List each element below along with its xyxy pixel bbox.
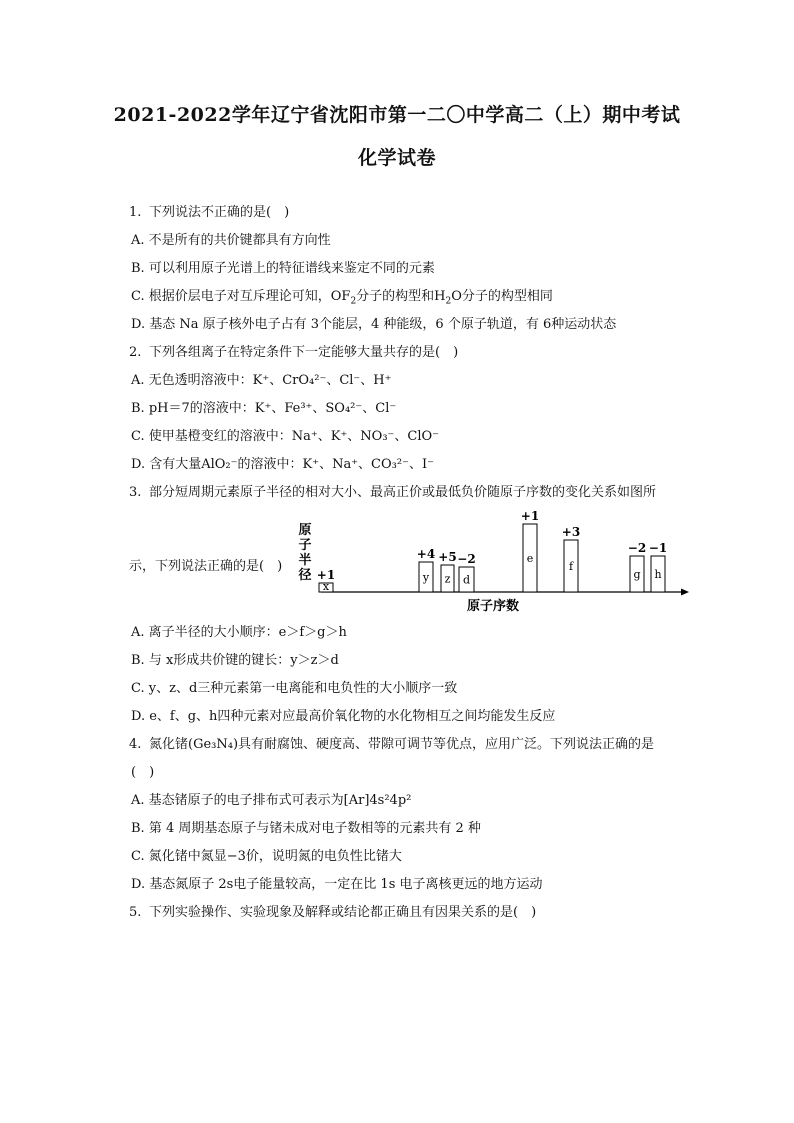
chart-bar-label-y: y (422, 571, 430, 584)
chart-x-axis-label: 原子序数 (466, 599, 520, 614)
q4-option-b: B. 第 4 周期基态原子与锗未成对电子数相等的元素共有 2 种 (131, 821, 481, 836)
chart-valence-label-f: +3 (561, 525, 581, 539)
q3-option-a: A. 离子半径的大小顺序：e＞f＞g＞h (131, 625, 347, 640)
q1-option-a: A. 不是所有的共价键都具有方向性 (131, 233, 331, 248)
q1-option-d: D. 基态 Na 原子核外电子占有 3个能层，4 种能级，6 个原子轨道，有 6种运动状态 (131, 317, 617, 332)
question-3-figure-row (129, 510, 729, 622)
q3-option-d: D. e、f、g、h四种元素对应最高价氧化物的水化物相互之间均能发生反应 (131, 709, 556, 724)
question-list (129, 202, 729, 930)
atomic-radius-chart (293, 510, 693, 614)
question-2-stem: 2. 下列各组离子在特定条件下一定能够大量共存的是( ) (129, 345, 459, 360)
chart-y-axis-label-char: 径 (298, 568, 312, 583)
chart-bar-label-h: h (654, 568, 662, 581)
chart-bar-label-e: e (526, 552, 534, 565)
chart-y-axis-label-char: 原 (298, 523, 312, 538)
chart-bar-label-z: z (444, 572, 451, 586)
q4-option-d: D. 基态氮原子 2s电子能量较高，一定在比 1s 电子离核更远的地方运动 (131, 877, 543, 892)
chart-bar-label-d: d (462, 573, 471, 587)
q1-option-c: C. 根据价层电子对互斥理论可知，$OF_2$分子的构型和$H_2O$分子的构型相同 (131, 289, 553, 307)
q2-option-c: C. 使甲基橙变红的溶液中：Na⁺、K⁺、NO₃⁻、ClO⁻ (131, 429, 440, 444)
q2-option-d: D. 含有大量AlO₂⁻的溶液中：K⁺、Na⁺、CO₃²⁻、I⁻ (131, 457, 434, 472)
exam-title-line1: 2021-2022学年辽宁省沈阳市第一二〇中学高二（上）期中考试 (113, 104, 681, 126)
chart-valence-label-d: −2 (457, 552, 476, 566)
question-5-stem: 5. 下列实验操作、实验现象及解释或结论都正确且有因果关系的是( ) (129, 905, 537, 920)
chart-valence-label-z: +5 (438, 550, 457, 564)
chart-y-axis-label-char: 半 (298, 553, 312, 568)
q4-option-c: C. 氮化锗中氮显−3价，说明氮的电负性比锗大 (131, 849, 402, 864)
chart-bar-label-f: f (568, 560, 574, 573)
question-3-stem-continued: 示，下列说法正确的是( ) (129, 559, 283, 574)
q3-option-b: B. 与 x形成共价键的键长：y＞z＞d (131, 653, 339, 668)
chart-bar-label-g: g (633, 568, 641, 581)
q1-option-b: B. 可以利用原子光谱上的特征谱线来鉴定不同的元素 (131, 261, 435, 276)
chart-valence-label-y: +4 (416, 547, 436, 561)
chart-valence-label-e: +1 (520, 510, 540, 523)
q4-option-a: A. 基态锗原子的电子排布式可表示为[Ar]4s²4p² (131, 793, 412, 808)
question-3-stem: 3. 部分短周期元素原子半径的相对大小、最高正价或最低负价随原子序数的变化关系如图所 (129, 485, 657, 500)
chart-valence-label-x: +1 (316, 568, 336, 582)
chart-bar-label-x: x (322, 580, 330, 593)
q2-option-a: A. 无色透明溶液中：K⁺、CrO₄²⁻、Cl⁻、H⁺ (131, 373, 392, 388)
question-4-stem-continued: ( ) (131, 765, 155, 780)
exam-title-line2: 化学试卷 (357, 147, 436, 169)
chart-y-axis-label-char: 子 (298, 538, 312, 553)
q3-option-c: C. y、z、d三种元素第一电离能和电负性的大小顺序一致 (131, 681, 458, 696)
chart-valence-label-g: −2 (627, 541, 647, 555)
question-1-stem: 1. 下列说法不正确的是( ) (129, 205, 290, 220)
q2-option-b: B. pH＝7的溶液中：K⁺、Fe³⁺、SO₄²⁻、Cl⁻ (131, 401, 397, 416)
question-4-stem: 4. 氮化锗(Ge₃N₄)具有耐腐蚀、硬度高、带隙可调节等优点，应用广泛。下列说法正确的是 (129, 737, 655, 752)
chart-valence-label-h: −1 (648, 541, 668, 555)
chart-x-axis-arrow (681, 589, 689, 596)
